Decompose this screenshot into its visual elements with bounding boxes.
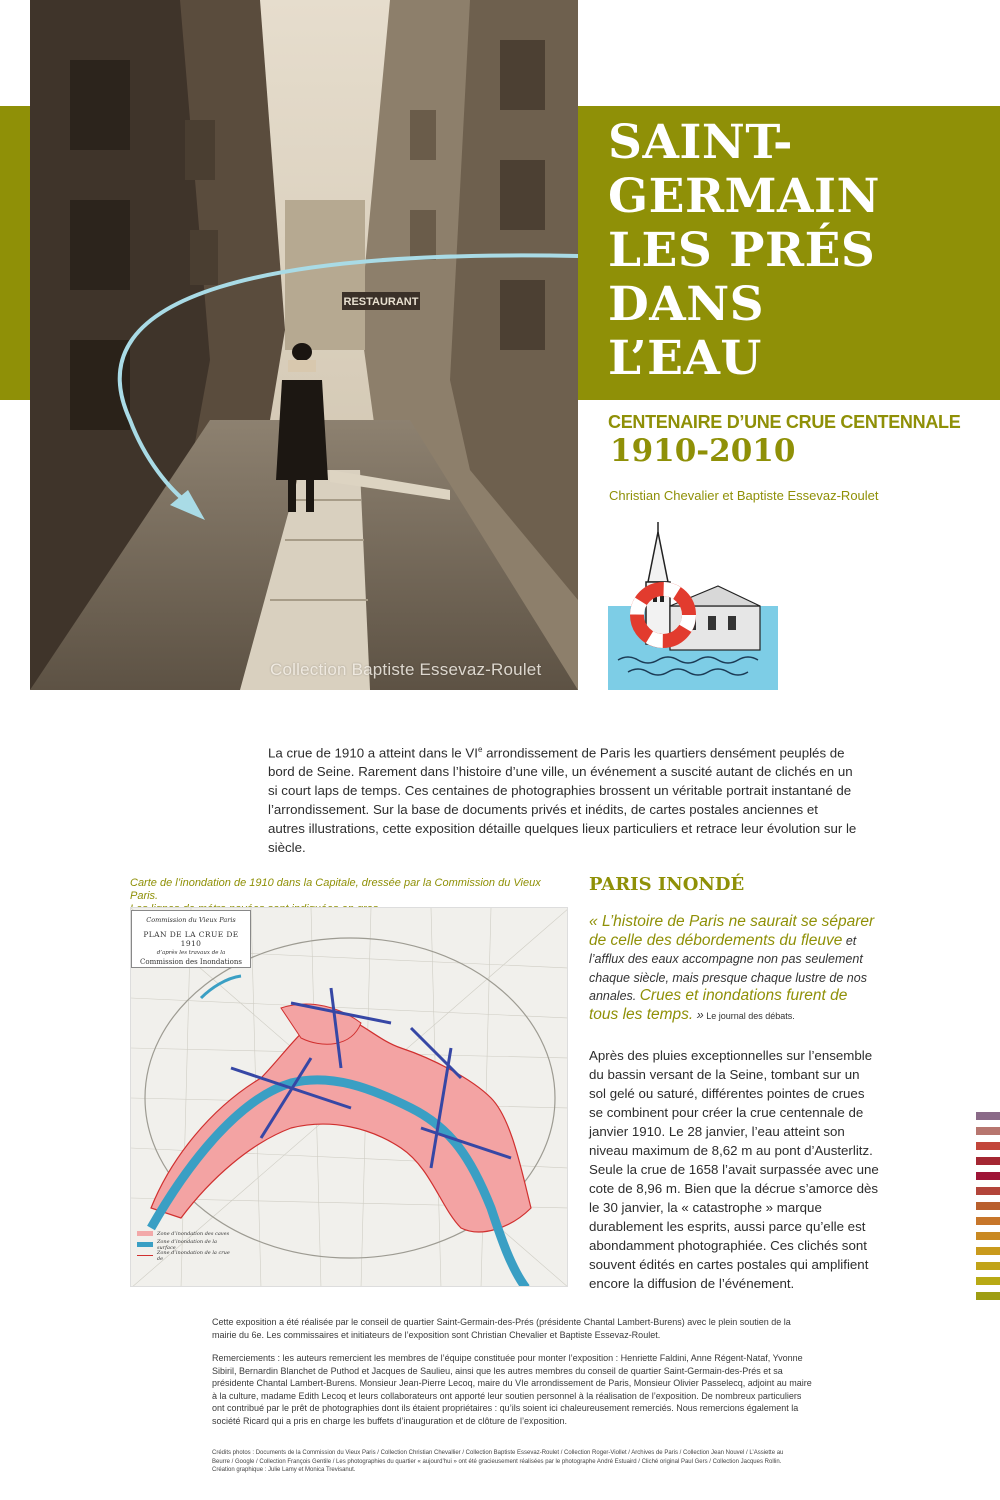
intro-sup: e: [477, 745, 483, 754]
legend-item: [137, 1239, 237, 1250]
legend-label: Zone d’inondation de la surface: [156, 1238, 217, 1251]
color-swatch: [976, 1112, 1000, 1120]
color-swatch: [976, 1217, 1000, 1225]
footer-paragraph: Remerciements : les auteurs remercient les membres de l’équipe constituée pour monter l’exposition : Henriette Faldini, Anne Régent-Nataf, Yvonne Sibiril, Bernardin Blanchet de Puthod et Jacques de Saulieu, ainsi que les autres membres du conseil de quartier Saint-Germain-des-Prés et sa présidente Chantal Lambert-Burens. Monsieur Jean-Pierre Lecoq, maire du VIe arrondissement de Paris, Monsieur Olivier Passelecq, adjoint au maire à la culture, madame Edith Lecoq et leurs collaborateurs ont apporté leur soutien personnel à la réalisation de l’exposition. De nombreux particuliers ont contribué par le prêt de photographies dont ils étaient propriétaires : qu’ils soient ici chaleureusement remerciés. Nous remercions également la société Ricard qui a pris en charge les buffets d’inauguration et de clôture de l’exposition.: [212, 1353, 812, 1426]
photo-credits: Crédits photos : Documents de la Commission du Vieux Paris / Collection Christian Chevallier / Collection Baptiste Essevaz-Roulet / Collection Roger-Viollet / Archives de Paris / Collection Jean Nouvel / L’Assiette au Beurre / Google / Collection François Gentile / Les photographies du quartier « aujourd’hui » ont été gracieusement réalisées par le photographe André Estuaird / Cliché original Paul Gers / Collection Jacques Rollin. Création graphique : Julie Lamy et Monica Trevisanut.: [212, 1450, 784, 1473]
map-box-line: d’après les travaux de la: [156, 950, 226, 956]
legend-swatch: [137, 1231, 153, 1236]
flood-street-photo: [30, 0, 578, 690]
color-swatch: [976, 1142, 1000, 1150]
church-lifebuoy-logo: [608, 520, 778, 690]
title-line: GERMAIN: [608, 169, 880, 224]
section-body: Après des pluies exceptionnelles sur l’ensemble du bassin versant de la Seine, tombant sur un sol gelé ou saturé, différentes pointes de crues se combinent pour créer la crue centennale de janvier 1910. Le 28 janvier, l’eau atteint son niveau maximum de 8,62 m au pont d’Austerlitz. Seule la crue de 1658 l’avait surpassée avec une cote de 8,96 m. Bien que la décrue s’amorce dès le 30 janvier, la « catastrophe » marque durablement les esprits, aussi parce qu’elle est abondamment photographiée. Ces clichés sont souvent édités en cartes postales qui amplifient encore la diffusion de l’événement.: [589, 1048, 879, 1291]
quote-highlight: L’histoire de Paris ne saurait se séparer de celle des débordements du fleuve: [589, 913, 875, 949]
quote: [589, 913, 879, 1025]
quote-mark: «: [589, 913, 602, 930]
years: 1910-2010: [610, 433, 796, 469]
legend-item: [137, 1228, 237, 1239]
legend-swatch: [137, 1242, 153, 1247]
intro-text: arrondissement de Paris les quartiers densément peuplés de bord de Seine. Rarement dans l’histoire d’une ville, un événement a suscité autant de clichés en un si court laps de temps. Ces centaines de photographies brossent un véritable portrait instantané de l’arrondissement. Sur la base de documents privés et inédits, de cartes postales anciennes et autres illustrations, cette exposition détaille quelques lieux particuliers et retrace leur évolution sur le siècle.: [268, 745, 857, 856]
color-swatch: [976, 1277, 1000, 1285]
color-swatch: [976, 1187, 1000, 1195]
color-swatch: [976, 1262, 1000, 1270]
color-swatch: [976, 1232, 1000, 1240]
legend-label: Zone d’inondation des caves: [157, 1230, 230, 1237]
section-title: PARIS INONDÉ: [589, 874, 745, 895]
color-swatch: [976, 1247, 1000, 1255]
footer: [212, 1316, 812, 1438]
color-swatch-strip: [976, 1112, 1000, 1307]
map-legend: [137, 1228, 237, 1261]
map-box-line: PLAN DE LA CRUE DE 1910: [143, 930, 239, 948]
map-box-line: Commission du Vieux Paris: [146, 916, 236, 924]
flood-map: [130, 907, 568, 1287]
color-swatch: [976, 1157, 1000, 1165]
quote-text: et l’afflux des eaux accompagne non pas seulement chaque siècle, mais presque chaque lustre de nos annales.: [589, 933, 867, 1003]
color-swatch: [976, 1292, 1000, 1300]
quote-highlight: Crues et inondations furent de tous les temps.: [589, 987, 848, 1023]
quote-source: Le journal des débats.: [703, 1010, 795, 1021]
intro-text: La crue de 1910 a atteint dans le VI: [268, 745, 478, 761]
subtitle: CENTENAIRE D’UNE CRUE CENTENNALE: [608, 412, 961, 432]
title-line: SAINT-: [608, 115, 794, 170]
legend-label: Zone d’inondation de la crue de: [156, 1249, 230, 1262]
legend-swatch: [137, 1255, 153, 1256]
color-swatch: [976, 1202, 1000, 1210]
map-title-box: [131, 910, 251, 968]
title-line: L’EAU: [608, 331, 762, 386]
authors: Christian Chevalier et Baptiste Essevaz-Roulet: [609, 488, 879, 503]
main-title: [608, 116, 988, 386]
title-line: LES PRÉS: [608, 223, 876, 278]
footer-paragraph: Cette exposition a été réalisée par le conseil de quartier Saint-Germain-des-Prés (présidente Chantal Lambert-Burens) avec le plein soutien de la mairie du 6e. Les commissaires et initiateurs de l’exposition sont Christian Chevalier et Baptiste Essevaz-Roulet.: [212, 1317, 791, 1340]
photo-credit: Collection Baptiste Essevaz-Roulet: [270, 660, 542, 679]
quote-mark: »: [693, 1007, 704, 1022]
legend-item: [137, 1250, 237, 1261]
map-caption-line: Carte de l’inondation de 1910 dans la Capitale, dressée par la Commission du Vieux Paris.: [130, 877, 541, 902]
restaurant-sign: RESTAURANT: [343, 296, 419, 308]
color-swatch: [976, 1127, 1000, 1135]
intro-paragraph: [268, 740, 858, 857]
map-box-line: Commission des Inondations: [140, 958, 242, 966]
color-swatch: [976, 1172, 1000, 1180]
title-line: DANS: [608, 277, 765, 332]
